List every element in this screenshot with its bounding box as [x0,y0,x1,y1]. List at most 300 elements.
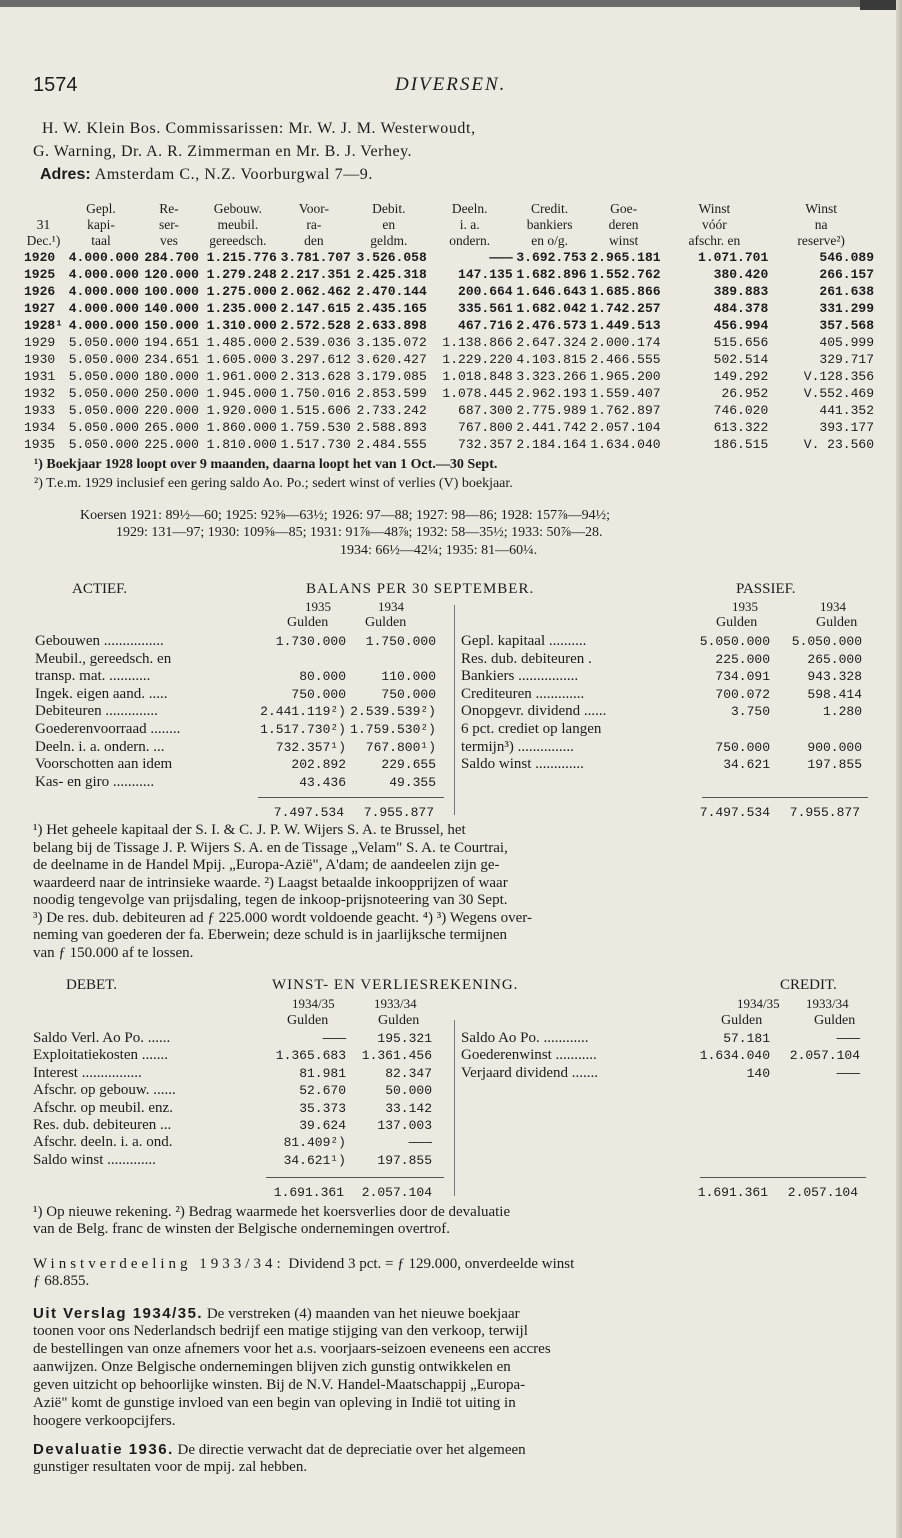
winst-credit-unit-2: Gulden [814,1013,856,1028]
stats-value-cell: 4.000.000 [68,318,139,333]
winst-credit-year-1: 1934/35 [737,996,780,1011]
stats-value-cell: 2.147.615 [280,301,351,316]
stats-value-cell: 2.470.144 [356,284,427,299]
debet-item-value-2: 33.142 [385,1100,432,1116]
stats-row [24,436,874,453]
passief-item-value-2: 197.855 [807,757,862,773]
stats-value-cell: 4.000.000 [68,284,139,299]
debet-item-value-2: 1.361.456 [361,1048,432,1064]
stats-value-cell: 2.217.351 [280,267,351,282]
actief-item-value-2: 1.750.000 [365,634,436,649]
stats-value-cell: 2.184.164 [516,437,587,452]
stats-value-cell: 2.476.573 [516,318,587,333]
passief-item-label: termijn³) ............... [461,738,574,755]
stats-value-cell: 2.062.462 [280,284,351,299]
actief-item-value-2: 49.355 [389,774,436,790]
stats-value-cell: 1.634.040 [590,437,661,452]
stats-value-cell: 2.965.181 [590,250,661,265]
stats-value-cell: 1.646.643 [516,284,587,299]
stats-value-cell: 3.135.072 [356,335,427,350]
credit-total-rule [700,1177,866,1178]
stats-value-cell: 502.514 [713,352,769,367]
stats-value-cell: 2.539.036 [280,335,351,350]
passief-item-label: 6 pct. crediet op langen [461,721,602,737]
stats-value-cell: 2.057.104 [590,420,661,435]
stats-value-cell: 1.018.848 [442,369,513,384]
stats-header-row [24,217,874,233]
stats-value-cell: 2.000.174 [590,335,661,350]
stats-header-cell: ser- [158,217,179,232]
stats-value-cell: 1.961.000 [206,369,277,384]
stats-value-cell: 767.800 [458,420,513,435]
debet-item-value-1: 35.373 [299,1100,346,1116]
debet-item-label: Res. dub. debiteuren ... [33,1117,172,1133]
stats-value-cell: 1.685.866 [590,284,661,299]
stats-row [24,402,874,419]
debet-item-value-1: 34.621¹) [283,1152,346,1168]
stats-header-cell: geldm. [370,233,408,248]
actief-item-label: Voorschotten aan idem [35,756,173,773]
stats-value-cell: ——— [489,250,513,265]
credit-label: CREDIT. [780,977,837,993]
devaluatie-text-1: De directie verwacht dat de depreciatie over het algemeen [177,1442,526,1458]
running-title: DIVERSEN. [395,74,507,95]
debet-item-value-2: 197.855 [377,1152,432,1168]
stats-value-cell: 284.700 [144,250,199,265]
balans-note-line: neming van goederen der fa. Eberwein; deze schuld is in jaarlijksche termijnen [33,927,507,943]
adres-line [40,166,373,184]
stats-value-cell: 186.515 [713,437,769,452]
stats-row [24,283,874,300]
stats-value-cell: 100.000 [144,284,199,299]
winst-title: WINST- EN VERLIESREKENING. [272,977,519,993]
stats-header-cell: deren [608,217,639,232]
winstverdeeling-text: Dividend 3 pct. = ƒ 129.000, onverdeelde winst [288,1256,575,1272]
balans-note-line: noodig tengevolge van prijsdaling, tegen de inkoop-prijsnoteering van 30 Sept. [33,892,508,908]
stats-value-cell: 1.759.530 [280,420,351,435]
debet-total-1: 1.691.361 [273,1185,344,1200]
stats-value-cell: 1.275.000 [206,284,277,299]
balans-note-line: waardeerd naar de intrinsieke waarde. ²) Laagst betaalde inkoopprijzen of waar [33,874,508,891]
stats-value-cell: 393.177 [819,420,874,435]
stats-header-cell: Goe- [610,201,638,216]
stats-value-cell: 1.071.701 [698,250,769,265]
passief-item-value-2: 943.328 [807,669,862,685]
stats-value-cell: 1.860.000 [206,420,277,435]
stats-value-cell: 2.853.599 [356,386,427,401]
stats-value-cell: 140.000 [144,301,199,316]
passief-item-value-2: 265.000 [807,651,862,667]
passief-total-1934: 7.955.877 [789,805,860,820]
winst-credit-year-2: 1933/34 [806,996,849,1011]
stats-value-cell: 380.420 [713,267,769,282]
adres-value: Amsterdam C., N.Z. Voorburgwal 7—9. [94,166,374,183]
stats-row [24,317,874,334]
passief-total-rule [702,797,868,798]
stats-value-cell: 3.323.266 [516,369,587,384]
stats-value-cell: 4.103.815 [516,352,587,367]
stats-year-cell: 1933 [24,403,56,418]
adres-label: Adres: [40,166,91,183]
actief-total-rule [258,797,444,798]
actief-item-value-1: 2.441.119²) [260,704,346,720]
verslag-line: Azië" komt de gunstige invloed van een begin van opleving in Indië tot uiting in [33,1395,516,1411]
passief-item-value-1: 700.072 [715,686,770,702]
stats-header-cell: Deeln. [451,201,488,216]
stats-value-cell: 1.215.776 [206,250,277,265]
actief-item-value-1: 80.000 [299,669,346,685]
stats-value-cell: 1.552.762 [590,267,661,282]
stats-header-cell: gereedsch. [209,233,267,248]
stats-value-cell: V.552.469 [803,386,874,401]
stats-header-cell: Credit. [531,201,569,216]
stats-year-cell: 1934 [24,420,56,435]
balans-note-line: ³) De res. dub. debiteuren ad ƒ 225.000 wordt voldoende geacht. ⁴) ³) Wegens over- [33,909,532,926]
passief-item-label: Crediteuren ............. [461,685,585,702]
credit-total-2: 2.057.104 [787,1185,858,1200]
debet-total-rule [266,1177,444,1178]
debet-item-label: Saldo winst ............. [33,1151,156,1168]
stats-header-cell: Voor- [298,201,329,216]
stats-value-cell: 1.945.000 [206,386,277,401]
stats-value-cell: 1.559.407 [590,386,661,401]
stats-value-cell: 1.449.513 [590,318,661,333]
stats-value-cell: 1.517.730 [280,437,351,452]
stats-header-cell: reserve²) [797,233,845,248]
passief-item-value-1: 750.000 [715,739,770,755]
debet-item-label: Afschr. op meubil. enz. [33,1099,173,1116]
scan-top-edge [0,0,902,7]
balans-passief-year-1: 1935 [732,599,758,614]
passief-label: PASSIEF. [736,581,796,597]
debet-item-value-1: 1.365.683 [275,1048,346,1064]
stats-year-cell: 1920 [24,250,56,265]
verslag-line: de bestellingen van onze afnemers voor het a.s. voorjaars-seizoen eveneens een accres [33,1341,551,1357]
stats-value-cell: 2.441.742 [516,420,587,435]
stats-value-cell: V. 23.560 [803,437,874,452]
devaluatie-line-1 [33,1441,526,1459]
stats-value-cell: 150.000 [144,318,199,333]
debet-item-value-1: 39.624 [299,1118,346,1133]
stats-value-cell: 4.000.000 [68,301,139,316]
stats-year-cell: 1928¹ [24,318,64,333]
credit-item-label: Saldo Ao Po. ............ [461,1030,589,1046]
verslag-line: geven uitzicht op behoorlijke winsten. Bij de N.V. Handel-Maatschappij „Europa- [33,1377,526,1393]
stats-value-cell: 1.742.257 [590,301,661,316]
debet-item-value-1: 52.670 [299,1083,346,1099]
actief-item-value-2: 229.655 [381,757,436,773]
debet-item-label: Saldo Verl. Ao Po. ...... [33,1030,171,1046]
winst-divider [454,1020,455,1196]
stats-value-cell: 149.292 [713,369,769,384]
devaluatie-label: Devaluatie 1936. [33,1441,174,1458]
devaluatie-line-2: gunstiger resultaten voor de mpij. zal hebben. [33,1459,308,1475]
stats-value-cell: 405.999 [819,335,874,350]
balans-note-line: belang bij de Tissage J. P. Wijers S. A. en de Tissage „Velam" S. A. te Courtrai, [33,839,508,856]
stats-footnote-2: ²) T.e.m. 1929 inclusief een gering saldo Ao. Po.; sedert winst of verlies (V) boekjaar. [34,476,513,491]
stats-header-cell: den [304,233,324,248]
stats-value-cell: 1.078.445 [442,386,513,401]
stats-year-cell: 1931 [24,369,56,384]
stats-header-cell: afschr. en [688,233,741,248]
stats-value-cell: 5.050.000 [68,420,139,435]
actief-item-value-2: 2.539.539²) [350,704,436,720]
stats-value-cell: 1.682.896 [516,267,587,282]
stats-value-cell: 1.485.000 [206,335,277,350]
verslag-text-1: De verstreken (4) maanden van het nieuwe boekjaar [206,1306,520,1322]
verslag-label: Uit Verslag 1934/35. [33,1305,204,1322]
passief-item-label: Saldo winst ............. [461,756,584,773]
stats-header-cell: ra- [306,217,322,232]
winst-debet-year-2: 1933/34 [374,996,417,1011]
stats-row [24,300,874,317]
stats-value-cell: 200.664 [458,284,513,299]
stats-value-cell: 26.952 [721,386,769,401]
commissarissen-line-2: G. Warning, Dr. A. R. Zimmerman en Mr. B. J. Verhey. [33,143,413,160]
winst-debet-unit-1: Gulden [287,1013,329,1028]
verslag-line: hoogere verkoopcijfers. [33,1413,176,1429]
stats-year-cell: 1927 [24,301,56,316]
stats-value-cell: 1.235.000 [206,301,277,316]
balans-actief-unit-2: Gulden [365,615,407,630]
stats-header-cell: Re- [159,201,179,216]
debet-item-value-2: 195.321 [377,1031,432,1046]
stats-row [24,351,874,368]
stats-value-cell: 1.605.000 [206,352,277,367]
stats-footnote-1: ¹) Boekjaar 1928 loopt over 9 maanden, daarna loopt het van 1 Oct.—30 Sept. [34,457,498,472]
stats-value-cell: 357.568 [819,318,874,333]
stats-header-cell: Winst [698,201,731,216]
stats-value-cell: 5.050.000 [68,352,139,367]
stats-value-cell: 441.352 [819,403,874,418]
stats-value-cell: 2.962.193 [516,386,587,401]
balans-divider [454,605,455,815]
stats-header-cell: kapi- [87,217,115,232]
passief-item-value-1: 734.091 [715,669,770,685]
passief-total-1935: 7.497.534 [699,805,770,820]
credit-item-value-2: ——— [836,1065,860,1081]
credit-total-1: 1.691.361 [697,1185,768,1200]
credit-item-value-1: 57.181 [723,1031,770,1046]
balans-actief-year-2: 1934 [378,599,404,614]
credit-item-label: Goederenwinst ........... [461,1047,597,1064]
actief-item-value-2: 110.000 [381,669,436,685]
winstverdeeling-label: Winstverdeeling 1933/34: [33,1256,285,1272]
stats-value-cell: 2.775.989 [516,403,587,418]
debet-label: DEBET. [66,977,117,993]
credit-item-value-1: 1.634.040 [699,1048,770,1064]
koersen-line-3: 1934: 66½—42¼; 1935: 81—60¼. [340,543,538,558]
stats-value-cell: 732.357 [458,437,513,452]
actief-item-label: Gebouwen ................ [35,633,164,649]
koersen-line-1: Koersen 1921: 89½—60; 1925: 92⅝—63½; 1926: 97—88; 1927: 98—86; 1928: 157⅞—94½; [80,508,611,523]
stats-value-cell: 220.000 [144,403,199,418]
stats-value-cell: 234.651 [144,352,199,367]
stats-value-cell: 1.750.016 [280,386,351,401]
winst-note-1: ¹) Op nieuwe rekening. ²) Bedrag waarmede het koersverlies door de devaluatie [33,1204,511,1220]
credit-item-value-2: ——— [836,1031,860,1046]
stats-year-cell: 1929 [24,335,56,350]
stats-value-cell: V.128.356 [803,369,874,384]
balans-actief-unit-1: Gulden [287,615,329,630]
stats-value-cell: 329.717 [819,352,874,367]
stats-row [24,334,874,351]
stats-value-cell: 484.378 [713,301,769,316]
stats-value-cell: 2.313.628 [280,369,351,384]
actief-item-value-1: 43.436 [299,774,346,790]
stats-value-cell: 467.716 [458,318,513,333]
balans-note-line: van ƒ 150.000 af te lossen. [33,944,194,961]
scan-right-edge [896,0,902,1538]
passief-item-label: Onopgevr. dividend ...... [461,703,607,720]
winst-debet-year-1: 1934/35 [292,996,335,1011]
stats-value-cell: 2.484.555 [356,437,427,452]
stats-value-cell: 746.020 [713,403,769,418]
stats-value-cell: 1.810.000 [206,437,277,452]
stats-value-cell: 2.733.242 [356,403,427,418]
balans-title: BALANS PER 30 SEPTEMBER. [306,581,535,597]
stats-header-row [24,201,874,217]
stats-value-cell: 546.089 [819,250,874,265]
stats-value-cell: 3.526.058 [356,250,427,265]
balans-note-line: de deelname in de Handel Mpij. „Europa-Azië", A'dam; de aandeelen zijn ge- [33,857,500,873]
stats-value-cell: 331.299 [819,301,874,316]
stats-value-cell: 1.515.606 [280,403,351,418]
stats-header-cell: taal [91,233,111,248]
stats-value-cell: 1.762.897 [590,403,661,418]
stats-value-cell: 1.965.200 [590,369,661,384]
stats-value-cell: 1.138.866 [442,335,513,350]
stats-row [24,385,874,402]
actief-total-1935: 7.497.534 [273,805,344,820]
stats-value-cell: 4.000.000 [68,250,139,265]
stats-value-cell: 515.656 [713,335,769,350]
stats-value-cell: 687.300 [458,403,513,418]
stats-value-cell: 3.620.427 [356,352,427,367]
balans-actief-year-1: 1935 [305,599,331,614]
stats-header-cell: bankiers [526,217,573,232]
stats-header-cell: Debit. [372,201,406,216]
passief-item-value-1: 34.621 [723,757,770,773]
stats-header-cell: 31 [36,217,51,232]
stats-value-cell: 225.000 [144,437,199,452]
debet-item-label: Afschr. deeln. i. a. ond. [33,1134,173,1151]
stats-header-cell: ondern. [449,233,491,248]
passief-item-label: Bankiers ................ [461,668,579,685]
stats-value-cell: 180.000 [144,369,199,384]
stats-value-cell: 4.000.000 [68,267,139,282]
stats-value-cell: 1.682.042 [516,301,587,316]
debet-item-label: Interest ................ [33,1064,142,1081]
stats-header-row [24,233,874,249]
stats-table [24,201,874,453]
passief-item-value-2: 900.000 [807,739,862,755]
stats-value-cell: 1.920.000 [206,403,277,418]
actief-item-value-1: 1.517.730²) [260,722,346,737]
stats-header-cell: winst [608,233,639,248]
winstverdeeling-line-1 [33,1256,574,1273]
debet-item-value-2: 50.000 [385,1083,432,1099]
stats-value-cell: 2.633.898 [356,318,427,333]
actief-label: ACTIEF. [72,581,128,597]
stats-row [24,368,874,385]
commissarissen-line-1: H. W. Klein Bos. Commissarissen: Mr. W. J. M. Westerwoudt, [42,120,476,137]
debet-item-value-2: ——— [408,1135,432,1151]
actief-item-label: Deeln. i. a. ondern. ... [35,738,165,755]
winst-debet-unit-2: Gulden [378,1013,420,1028]
debet-total-2: 2.057.104 [361,1185,432,1200]
stats-row [24,249,874,266]
actief-item-value-1: 202.892 [291,757,346,773]
passief-item-value-2: 1.280 [822,704,862,720]
passief-item-value-1: 3.750 [730,704,770,720]
stats-value-cell: 2.425.318 [356,267,427,282]
stats-value-cell: 120.000 [144,267,199,282]
stats-row [24,419,874,436]
actief-item-label: Goederenvoorraad ........ [35,721,181,737]
stats-value-cell: 147.135 [458,267,513,282]
stats-value-cell: 335.561 [458,301,513,316]
stats-value-cell: 389.883 [713,284,769,299]
debet-item-label: Afschr. op gebouw. ...... [33,1082,176,1099]
stats-value-cell: 2.572.528 [280,318,351,333]
stats-value-cell: 250.000 [144,386,199,401]
actief-item-label: Ingek. eigen aand. ..... [35,685,168,702]
stats-header-cell: na [814,217,828,232]
stats-value-cell: 5.050.000 [68,403,139,418]
credit-item-value-1: 140 [746,1065,770,1081]
stats-value-cell: 265.000 [144,420,199,435]
actief-item-label: Meubil., gereedsch. en [35,650,172,667]
winst-note-2: van de Belg. franc de winsten der Belgische ondernemingen overtrof. [33,1221,450,1237]
stats-value-cell: 266.157 [819,267,874,282]
stats-value-cell: 3.179.085 [356,369,427,384]
actief-item-value-2: 1.759.530²) [350,722,436,737]
stats-header-cell: i. a. [459,217,480,232]
stats-year-cell: 1935 [24,437,56,452]
stats-header-cell: Gebouw. [213,201,262,216]
stats-value-cell: 2.435.165 [356,301,427,316]
stats-header-cell: ves [159,233,178,248]
actief-item-value-2: 750.000 [381,686,436,702]
actief-item-value-1: 1.730.000 [275,634,346,649]
balans-passief-year-2: 1934 [820,599,846,614]
actief-item-value-2: 767.800¹) [365,739,436,755]
stats-year-cell: 1925 [24,267,56,282]
stats-value-cell: 5.050.000 [68,335,139,350]
actief-item-label: Debiteuren .............. [35,703,158,720]
stats-value-cell: 1.310.000 [206,318,277,333]
stats-value-cell: 5.050.000 [68,369,139,384]
stats-year-cell: 1930 [24,352,56,367]
verslag-line: toonen voor ons Nederlandsch bedrijf een matige stijging van den verkoop, terwijl [33,1323,528,1339]
actief-item-label: transp. mat. ........... [35,668,151,685]
stats-value-cell: 194.651 [144,335,199,350]
stats-value-cell: 1.279.248 [206,267,277,282]
koersen-line-2: 1929: 131—97; 1930: 109⅝—85; 1931: 91⅞—48⅞; 1932: 58—35½; 1933: 50⅞—28. [116,525,603,540]
stats-value-cell: 2.588.893 [356,420,427,435]
stats-value-cell: 2.647.324 [516,335,587,350]
stats-row [24,266,874,283]
actief-item-value-1: 750.000 [291,686,346,702]
stats-value-cell: 5.050.000 [68,386,139,401]
stats-value-cell: 3.297.612 [280,352,351,367]
stats-year-cell: 1926 [24,284,56,299]
stats-value-cell: 3.781.707 [280,250,351,265]
passief-item-value-2: 598.414 [807,686,862,702]
verslag-line: aanwijzen. Onze Belgische ondernemingen blijven zich gunstig ontwikkelen en [33,1359,511,1375]
debet-item-value-1: 81.981 [299,1065,346,1081]
